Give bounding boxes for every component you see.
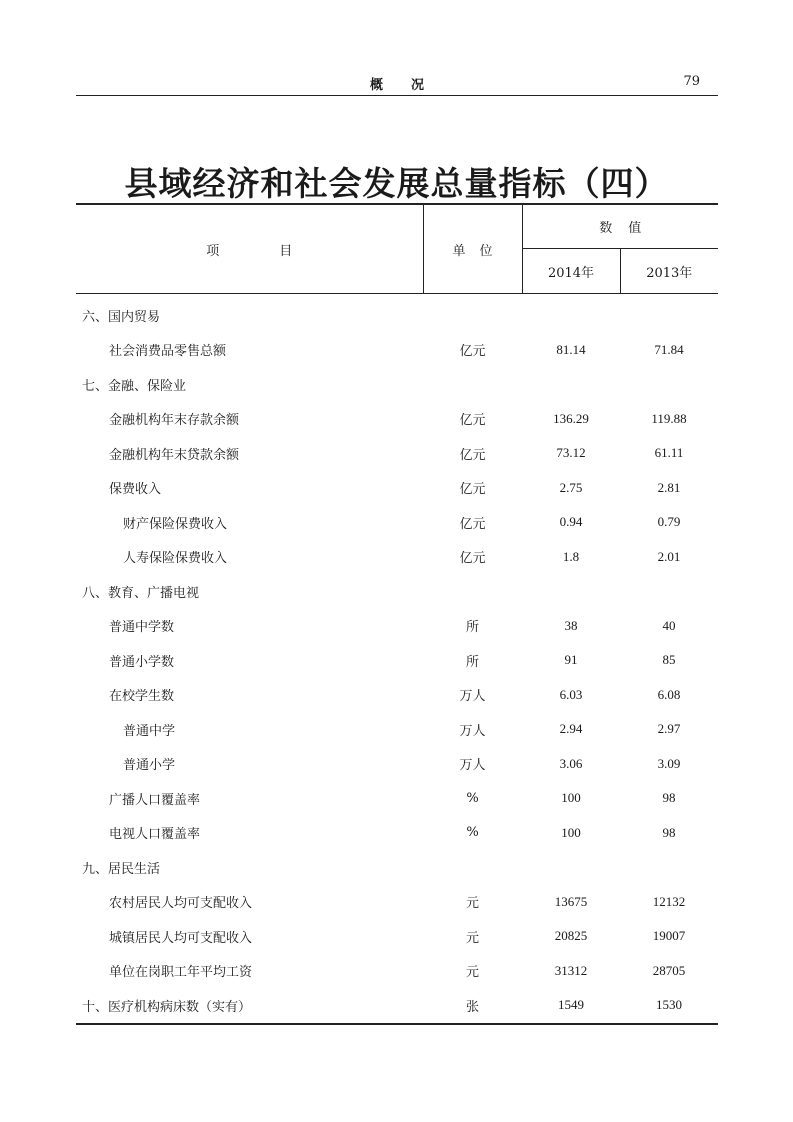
row-label: 普通小学 (123, 758, 176, 774)
row-value-2014: 1549 (558, 997, 584, 1013)
row-value-2014 (522, 294, 620, 333)
row-label: 单位在岗职工年平均工资 (109, 965, 253, 981)
table-row (76, 436, 718, 471)
row-unit (423, 294, 522, 333)
row-unit: 亿元 (459, 482, 486, 498)
row-value-2014 (522, 367, 620, 402)
row-label: 社会消费品零售总额 (109, 344, 227, 360)
row-value-2013 (620, 367, 718, 402)
row-unit: 亿元 (459, 516, 486, 532)
row-value-2013: 19007 (652, 928, 686, 944)
row-value-2013: 119.88 (651, 410, 687, 426)
row-value-2013: 71.84 (654, 341, 684, 357)
column-header-unit: 单位 (423, 204, 522, 294)
row-label: 人寿保险保费收入 (123, 551, 228, 567)
row-value-2013: 40 (662, 617, 676, 633)
row-value-2014: 81.14 (556, 341, 586, 357)
row-value-2014: 38 (564, 617, 578, 633)
row-label: 广播人口覆盖率 (109, 792, 201, 808)
row-value-2014: 1.8 (562, 548, 580, 564)
column-header-year-2014: 2014年 (522, 249, 620, 294)
column-header-item: 项目 (76, 204, 423, 294)
row-value-2014: 20825 (554, 928, 588, 944)
page-title: 县域经济和社会发展总量指标（四） (124, 164, 669, 204)
table-body (76, 294, 718, 1024)
row-value-2013: 2.01 (657, 548, 681, 564)
row-unit (423, 367, 522, 402)
row-value-2013: 3.09 (657, 755, 681, 771)
row-value-2014: 6.03 (559, 686, 583, 702)
row-label: 保费收入 (109, 482, 162, 498)
table-row (76, 954, 718, 989)
row-value-2014: 2.75 (559, 479, 583, 495)
row-label: 十、医疗机构病床数（实有） (82, 999, 252, 1015)
header-rule (76, 95, 718, 96)
row-label: 普通中学 (123, 723, 176, 739)
row-value-2014: 31312 (554, 962, 588, 978)
row-unit: 元 (465, 930, 479, 946)
row-value-2013: 12132 (652, 893, 686, 909)
row-value-2013 (620, 294, 718, 333)
row-label: 金融机构年末存款余额 (109, 413, 240, 429)
table-row (76, 333, 718, 368)
row-unit: 万人 (459, 689, 486, 705)
row-value-2013: 28705 (652, 962, 686, 978)
table-row (76, 747, 718, 782)
row-value-2013 (620, 850, 718, 885)
row-unit: 所 (465, 654, 479, 670)
row-value-2014: 13675 (554, 893, 588, 909)
column-header-year-2013: 2013年 (620, 249, 718, 294)
row-unit: 亿元 (459, 344, 486, 360)
row-label: 普通中学数 (109, 620, 175, 636)
row-value-2013: 2.81 (657, 479, 681, 495)
table-row (76, 294, 718, 333)
row-unit: 张 (465, 999, 479, 1015)
row-value-2013: 61.11 (654, 445, 684, 461)
table-row (76, 574, 718, 609)
table-row (76, 540, 718, 575)
table-row (76, 919, 718, 954)
row-label: 电视人口覆盖率 (109, 827, 201, 843)
row-label: 农村居民人均可支配收入 (109, 896, 253, 912)
column-header-value: 数值 (522, 204, 718, 249)
row-unit: 亿元 (459, 551, 486, 567)
table-row (76, 505, 718, 540)
table-row (76, 402, 718, 437)
row-value-2013: 0.79 (657, 514, 681, 530)
row-unit: 亿元 (459, 447, 486, 463)
row-value-2013: 6.08 (657, 686, 681, 702)
row-unit (423, 574, 522, 609)
running-header (76, 74, 718, 94)
row-value-2013: 98 (662, 790, 676, 806)
row-value-2013 (620, 574, 718, 609)
row-value-2014: 136.29 (553, 410, 589, 426)
row-unit (423, 850, 522, 885)
row-unit: 元 (465, 896, 479, 912)
table-row (76, 678, 718, 713)
row-label: 普通小学数 (109, 654, 175, 670)
row-value-2014 (522, 850, 620, 885)
row-value-2014: 73.12 (556, 445, 586, 461)
row-value-2013: 2.97 (657, 721, 681, 737)
row-value-2014: 0.94 (559, 514, 583, 530)
row-value-2014: 91 (564, 652, 578, 668)
row-label: 九、居民生活 (82, 861, 161, 877)
row-value-2014: 100 (561, 824, 581, 840)
running-section-title: 概况 (369, 78, 452, 93)
row-value-2014 (522, 574, 620, 609)
row-value-2013: 98 (662, 824, 676, 840)
table-row (76, 609, 718, 644)
row-label: 金融机构年末贷款余额 (109, 447, 240, 463)
row-unit: 所 (465, 620, 479, 636)
table-row (76, 988, 718, 1024)
table-row (76, 367, 718, 402)
row-unit: 万人 (459, 723, 486, 739)
row-value-2014: 2.94 (559, 721, 583, 737)
table-row (76, 850, 718, 885)
table-row (76, 471, 718, 506)
page-number: 79 (683, 74, 700, 89)
table-row (76, 781, 718, 816)
table-row (76, 712, 718, 747)
row-label: 七、金融、保险业 (82, 378, 187, 394)
row-unit: % (466, 790, 479, 806)
table-row (76, 816, 718, 851)
row-value-2013: 85 (662, 652, 676, 668)
row-unit: 万人 (459, 758, 486, 774)
row-label: 城镇居民人均可支配收入 (109, 930, 253, 946)
row-label: 在校学生数 (109, 689, 175, 705)
row-label: 六、国内贸易 (82, 309, 161, 325)
table-row (76, 643, 718, 678)
row-label: 财产保险保费收入 (123, 516, 228, 532)
row-value-2014: 3.06 (559, 755, 583, 771)
row-unit: 亿元 (459, 413, 486, 429)
row-value-2013: 1530 (656, 997, 682, 1013)
row-label: 八、教育、广播电视 (82, 585, 200, 601)
table-row (76, 885, 718, 920)
indicator-table (76, 203, 718, 1025)
row-unit: 元 (465, 965, 479, 981)
row-unit: % (466, 825, 479, 841)
row-value-2014: 100 (561, 790, 581, 806)
